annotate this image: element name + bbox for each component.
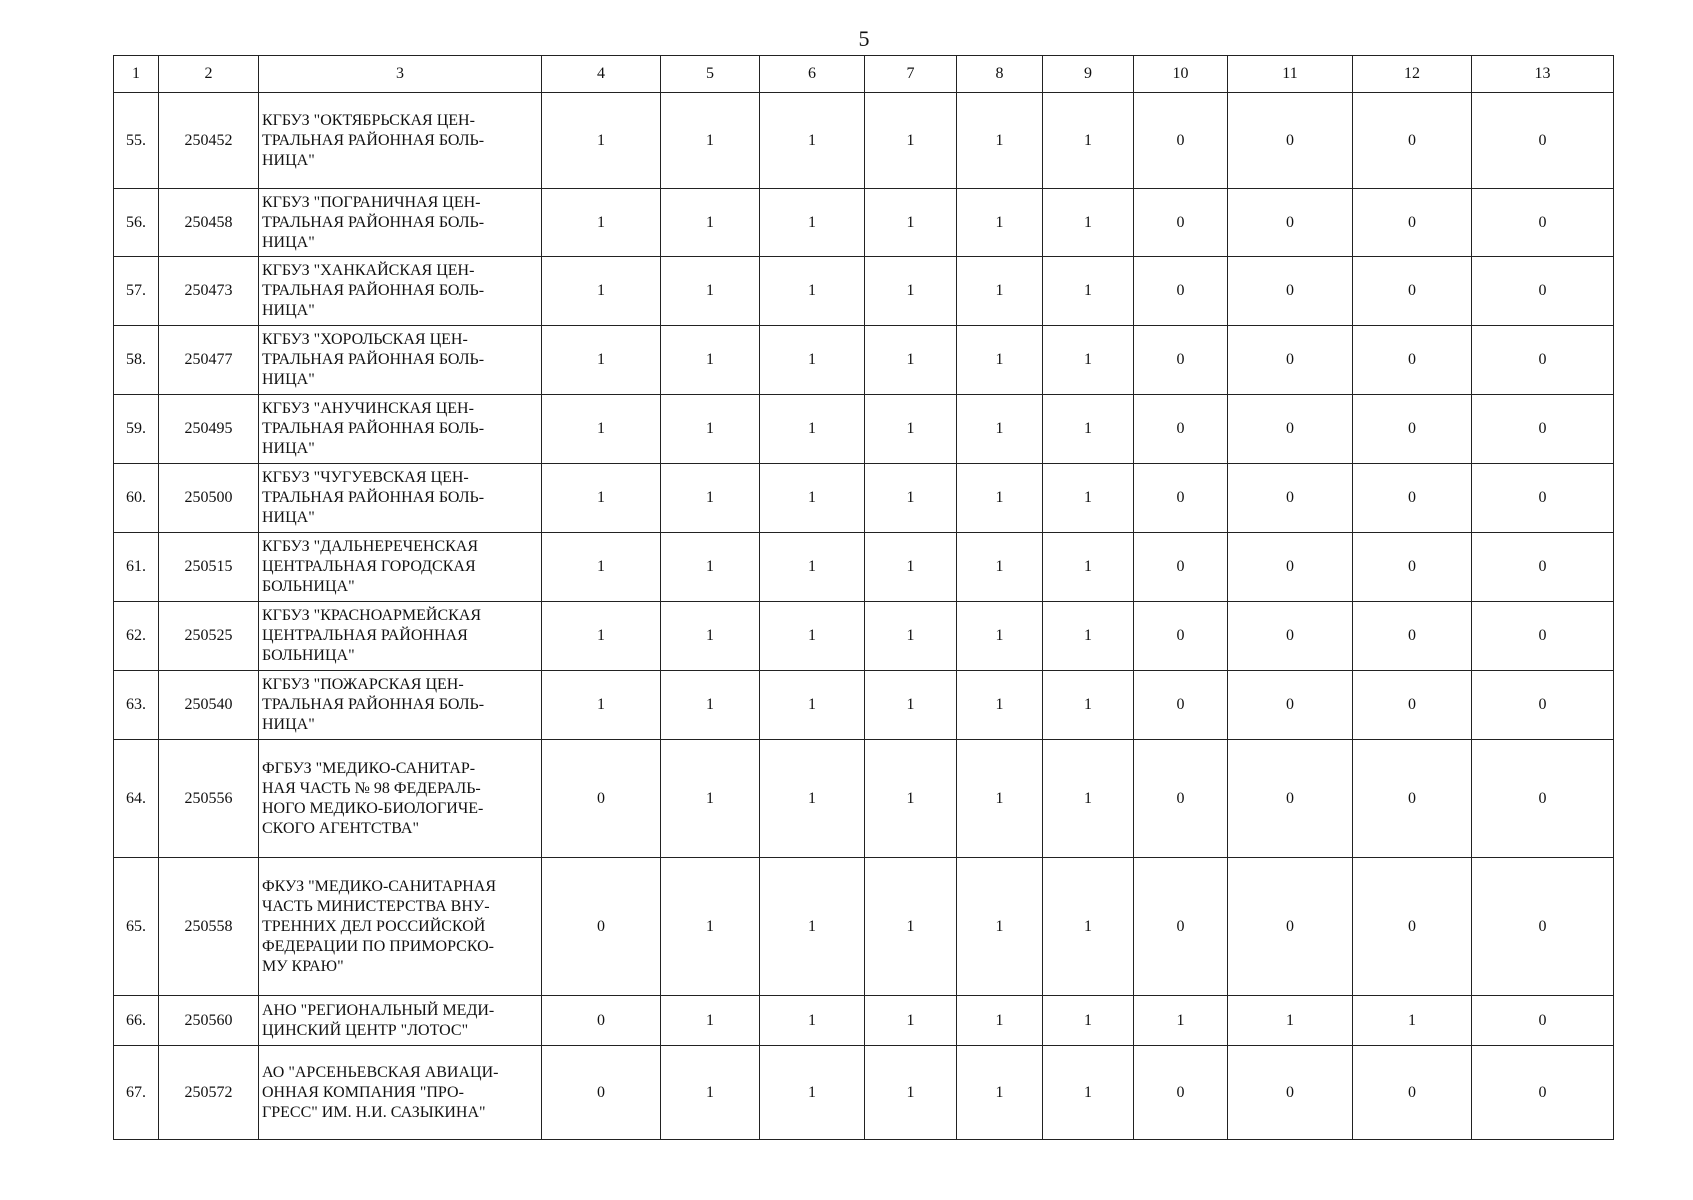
value-col-7: 1: [865, 533, 957, 602]
value-col-10: 1: [1134, 996, 1228, 1046]
table-row: [114, 189, 1614, 257]
value-col-7: 1: [865, 996, 957, 1046]
value-col-4: 1: [542, 533, 661, 602]
value-col-10: 0: [1134, 326, 1228, 395]
org-name: АО "АРСЕНЬЕВСКАЯ АВИАЦИ- ОННАЯ КОМПАНИЯ "ПРО- ГРЕСС" ИМ. Н.И. САЗЫКИНА": [259, 1046, 542, 1140]
org-name: ФГБУЗ "МЕДИКО-САНИТАР- НАЯ ЧАСТЬ № 98 ФЕДЕРАЛЬ- НОГО МЕДИКО-БИОЛОГИЧЕ- СКОГО АГЕНТСТВА": [259, 740, 542, 858]
value-col-4: 0: [542, 996, 661, 1046]
value-col-13: 0: [1472, 740, 1614, 858]
table-row: [114, 1046, 1614, 1140]
value-col-8: 1: [957, 533, 1043, 602]
value-col-12: 0: [1353, 533, 1472, 602]
org-code: 250473: [159, 257, 259, 326]
value-col-12: 0: [1353, 189, 1472, 257]
value-col-9: 1: [1043, 740, 1134, 858]
value-col-4: 0: [542, 740, 661, 858]
value-col-13: 0: [1472, 395, 1614, 464]
value-col-8: 1: [957, 602, 1043, 671]
value-col-9: 1: [1043, 1046, 1134, 1140]
value-col-12: 0: [1353, 464, 1472, 533]
value-col-12: 0: [1353, 395, 1472, 464]
value-col-12: 0: [1353, 257, 1472, 326]
value-col-12: 0: [1353, 740, 1472, 858]
table-body: [114, 93, 1614, 1140]
value-col-7: 1: [865, 671, 957, 740]
value-col-4: 1: [542, 326, 661, 395]
value-col-11: 0: [1228, 395, 1353, 464]
column-header-9: 9: [1043, 56, 1134, 93]
org-code: 250525: [159, 602, 259, 671]
value-col-5: 1: [661, 1046, 760, 1140]
value-col-5: 1: [661, 671, 760, 740]
value-col-11: 0: [1228, 257, 1353, 326]
table-row: [114, 326, 1614, 395]
row-number: 67.: [114, 1046, 159, 1140]
value-col-6: 1: [760, 533, 865, 602]
org-name: ФКУЗ "МЕДИКО-САНИТАРНАЯ ЧАСТЬ МИНИСТЕРСТВА ВНУ- ТРЕННИХ ДЕЛ РОССИЙСКОЙ ФЕДЕРАЦИИ ПО ПРИМОРСКО- МУ КРАЮ": [259, 858, 542, 996]
column-header-4: 4: [542, 56, 661, 93]
value-col-11: 0: [1228, 326, 1353, 395]
column-header-1: 1: [114, 56, 159, 93]
org-code: 250572: [159, 1046, 259, 1140]
value-col-8: 1: [957, 93, 1043, 189]
row-number: 58.: [114, 326, 159, 395]
value-col-12: 0: [1353, 858, 1472, 996]
value-col-7: 1: [865, 189, 957, 257]
value-col-4: 1: [542, 93, 661, 189]
row-number: 66.: [114, 996, 159, 1046]
org-code: 250540: [159, 671, 259, 740]
value-col-13: 0: [1472, 189, 1614, 257]
value-col-5: 1: [661, 602, 760, 671]
value-col-7: 1: [865, 740, 957, 858]
row-number: 62.: [114, 602, 159, 671]
value-col-7: 1: [865, 858, 957, 996]
value-col-13: 0: [1472, 858, 1614, 996]
value-col-12: 0: [1353, 1046, 1472, 1140]
column-header-12: 12: [1353, 56, 1472, 93]
value-col-8: 1: [957, 326, 1043, 395]
value-col-11: 0: [1228, 464, 1353, 533]
row-number: 59.: [114, 395, 159, 464]
column-header-8: 8: [957, 56, 1043, 93]
org-name: АНО "РЕГИОНАЛЬНЫЙ МЕДИ- ЦИНСКИЙ ЦЕНТР "ЛОТОС": [259, 996, 542, 1046]
table-row: [114, 257, 1614, 326]
org-name: КГБУЗ "КРАСНОАРМЕЙСКАЯ ЦЕНТРАЛЬНАЯ РАЙОННАЯ БОЛЬНИЦА": [259, 602, 542, 671]
value-col-4: 1: [542, 257, 661, 326]
org-code: 250500: [159, 464, 259, 533]
column-header-3: 3: [259, 56, 542, 93]
org-code: 250515: [159, 533, 259, 602]
value-col-10: 0: [1134, 671, 1228, 740]
value-col-13: 0: [1472, 326, 1614, 395]
table-row: [114, 395, 1614, 464]
value-col-6: 1: [760, 464, 865, 533]
value-col-7: 1: [865, 93, 957, 189]
value-col-5: 1: [661, 996, 760, 1046]
value-col-9: 1: [1043, 257, 1134, 326]
value-col-9: 1: [1043, 395, 1134, 464]
value-col-8: 1: [957, 671, 1043, 740]
value-col-9: 1: [1043, 93, 1134, 189]
value-col-5: 1: [661, 326, 760, 395]
row-number: 65.: [114, 858, 159, 996]
value-col-13: 0: [1472, 671, 1614, 740]
value-col-4: 1: [542, 671, 661, 740]
value-col-6: 1: [760, 257, 865, 326]
row-number: 63.: [114, 671, 159, 740]
value-col-11: 0: [1228, 1046, 1353, 1140]
value-col-7: 1: [865, 1046, 957, 1140]
value-col-11: 0: [1228, 93, 1353, 189]
org-code: 250458: [159, 189, 259, 257]
value-col-12: 0: [1353, 93, 1472, 189]
value-col-7: 1: [865, 395, 957, 464]
value-col-8: 1: [957, 740, 1043, 858]
value-col-13: 0: [1472, 93, 1614, 189]
value-col-13: 0: [1472, 996, 1614, 1046]
table-row: [114, 996, 1614, 1046]
value-col-11: 0: [1228, 189, 1353, 257]
row-number: 57.: [114, 257, 159, 326]
org-name: КГБУЗ "ХАНКАЙСКАЯ ЦЕН- ТРАЛЬНАЯ РАЙОННАЯ БОЛЬ- НИЦА": [259, 257, 542, 326]
value-col-11: 0: [1228, 740, 1353, 858]
value-col-11: 0: [1228, 533, 1353, 602]
value-col-8: 1: [957, 858, 1043, 996]
column-header-2: 2: [159, 56, 259, 93]
org-code: 250452: [159, 93, 259, 189]
value-col-5: 1: [661, 740, 760, 858]
value-col-13: 0: [1472, 602, 1614, 671]
value-col-9: 1: [1043, 671, 1134, 740]
column-header-6: 6: [760, 56, 865, 93]
value-col-10: 0: [1134, 858, 1228, 996]
value-col-11: 0: [1228, 858, 1353, 996]
value-col-8: 1: [957, 1046, 1043, 1140]
column-header-13: 13: [1472, 56, 1614, 93]
value-col-10: 0: [1134, 602, 1228, 671]
value-col-6: 1: [760, 740, 865, 858]
table-row: [114, 533, 1614, 602]
row-number: 60.: [114, 464, 159, 533]
value-col-6: 1: [760, 93, 865, 189]
value-col-5: 1: [661, 93, 760, 189]
org-name: КГБУЗ "АНУЧИНСКАЯ ЦЕН- ТРАЛЬНАЯ РАЙОННАЯ БОЛЬ- НИЦА": [259, 395, 542, 464]
value-col-13: 0: [1472, 533, 1614, 602]
value-col-9: 1: [1043, 602, 1134, 671]
value-col-9: 1: [1043, 326, 1134, 395]
value-col-11: 0: [1228, 671, 1353, 740]
value-col-5: 1: [661, 395, 760, 464]
value-col-10: 0: [1134, 93, 1228, 189]
value-col-4: 1: [542, 464, 661, 533]
value-col-12: 0: [1353, 671, 1472, 740]
value-col-8: 1: [957, 395, 1043, 464]
value-col-7: 1: [865, 326, 957, 395]
value-col-10: 0: [1134, 740, 1228, 858]
value-col-8: 1: [957, 257, 1043, 326]
value-col-9: 1: [1043, 858, 1134, 996]
value-col-6: 1: [760, 602, 865, 671]
value-col-6: 1: [760, 1046, 865, 1140]
value-col-6: 1: [760, 395, 865, 464]
value-col-5: 1: [661, 858, 760, 996]
org-code: 250560: [159, 996, 259, 1046]
org-code: 250556: [159, 740, 259, 858]
value-col-8: 1: [957, 996, 1043, 1046]
value-col-13: 0: [1472, 257, 1614, 326]
value-col-9: 1: [1043, 533, 1134, 602]
value-col-7: 1: [865, 464, 957, 533]
org-code: 250477: [159, 326, 259, 395]
value-col-5: 1: [661, 189, 760, 257]
value-col-13: 0: [1472, 1046, 1614, 1140]
table-row: [114, 858, 1614, 996]
org-name: КГБУЗ "ХОРОЛЬСКАЯ ЦЕН- ТРАЛЬНАЯ РАЙОННАЯ БОЛЬ- НИЦА": [259, 326, 542, 395]
org-name: КГБУЗ "ДАЛЬНЕРЕЧЕНСКАЯ ЦЕНТРАЛЬНАЯ ГОРОДСКАЯ БОЛЬНИЦА": [259, 533, 542, 602]
value-col-4: 0: [542, 1046, 661, 1140]
value-col-9: 1: [1043, 464, 1134, 533]
value-col-10: 0: [1134, 257, 1228, 326]
org-name: КГБУЗ "ПОЖАРСКАЯ ЦЕН- ТРАЛЬНАЯ РАЙОННАЯ БОЛЬ- НИЦА": [259, 671, 542, 740]
org-name: КГБУЗ "ЧУГУЕВСКАЯ ЦЕН- ТРАЛЬНАЯ РАЙОННАЯ БОЛЬ- НИЦА": [259, 464, 542, 533]
value-col-4: 1: [542, 602, 661, 671]
row-number: 56.: [114, 189, 159, 257]
row-number: 55.: [114, 93, 159, 189]
column-header-10: 10: [1134, 56, 1228, 93]
row-number: 61.: [114, 533, 159, 602]
org-code: 250495: [159, 395, 259, 464]
value-col-6: 1: [760, 858, 865, 996]
registry-table: [113, 55, 1614, 1140]
value-col-8: 1: [957, 464, 1043, 533]
value-col-12: 0: [1353, 326, 1472, 395]
table-header-row: [114, 56, 1614, 93]
value-col-10: 0: [1134, 533, 1228, 602]
org-name: КГБУЗ "ОКТЯБРЬСКАЯ ЦЕН- ТРАЛЬНАЯ РАЙОННАЯ БОЛЬ- НИЦА": [259, 93, 542, 189]
page-number: 5: [858, 26, 870, 51]
value-col-11: 1: [1228, 996, 1353, 1046]
value-col-4: 1: [542, 189, 661, 257]
table-row: [114, 464, 1614, 533]
value-col-12: 1: [1353, 996, 1472, 1046]
table-row: [114, 671, 1614, 740]
value-col-13: 0: [1472, 464, 1614, 533]
value-col-6: 1: [760, 189, 865, 257]
row-number: 64.: [114, 740, 159, 858]
value-col-7: 1: [865, 602, 957, 671]
value-col-9: 1: [1043, 189, 1134, 257]
value-col-10: 0: [1134, 189, 1228, 257]
org-code: 250558: [159, 858, 259, 996]
org-name: КГБУЗ "ПОГРАНИЧНАЯ ЦЕН- ТРАЛЬНАЯ РАЙОННАЯ БОЛЬ- НИЦА": [259, 189, 542, 257]
value-col-8: 1: [957, 189, 1043, 257]
value-col-6: 1: [760, 671, 865, 740]
value-col-10: 0: [1134, 1046, 1228, 1140]
value-col-5: 1: [661, 533, 760, 602]
value-col-12: 0: [1353, 602, 1472, 671]
table-row: [114, 740, 1614, 858]
value-col-7: 1: [865, 257, 957, 326]
value-col-4: 1: [542, 395, 661, 464]
table-row: [114, 93, 1614, 189]
value-col-4: 0: [542, 858, 661, 996]
value-col-11: 0: [1228, 602, 1353, 671]
table-row: [114, 602, 1614, 671]
value-col-6: 1: [760, 326, 865, 395]
value-col-9: 1: [1043, 996, 1134, 1046]
value-col-5: 1: [661, 257, 760, 326]
column-header-5: 5: [661, 56, 760, 93]
value-col-5: 1: [661, 464, 760, 533]
value-col-10: 0: [1134, 464, 1228, 533]
value-col-10: 0: [1134, 395, 1228, 464]
value-col-6: 1: [760, 996, 865, 1046]
column-header-11: 11: [1228, 56, 1353, 93]
column-header-7: 7: [865, 56, 957, 93]
